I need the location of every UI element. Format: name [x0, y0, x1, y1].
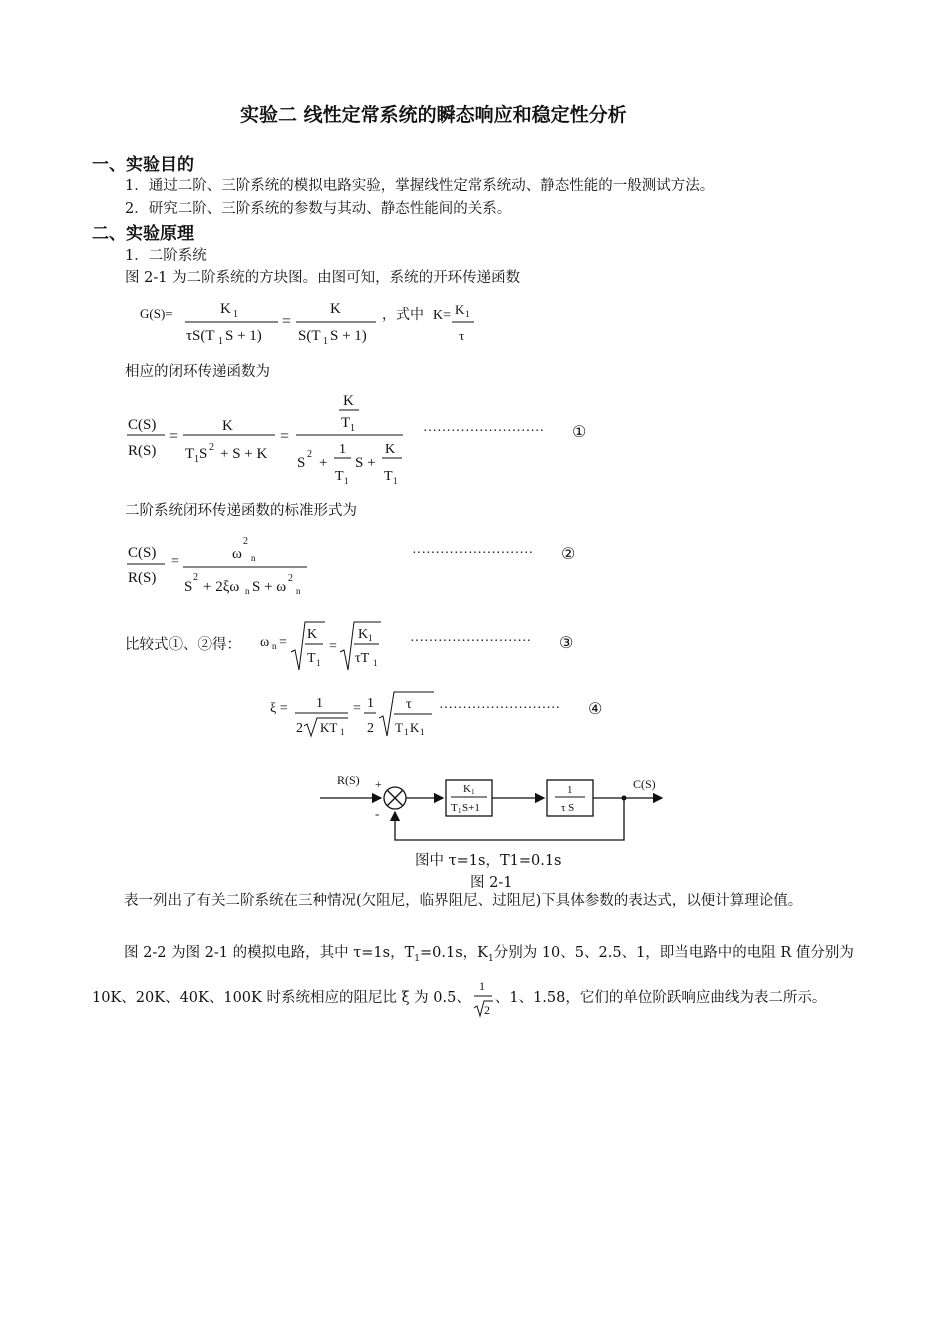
- svg-text:1: 1: [340, 727, 345, 737]
- svg-text:1: 1: [393, 476, 398, 486]
- svg-text:1: 1: [465, 309, 470, 319]
- section-heading-principle: 二、实验原理: [92, 224, 194, 244]
- fraction-one-over-sqrt2: [471, 976, 495, 1020]
- svg-text:1: 1: [339, 442, 346, 457]
- svg-text:S + 1): S + 1): [225, 328, 262, 344]
- svg-text:n: n: [245, 586, 250, 596]
- svg-text:2: 2: [243, 536, 248, 547]
- svg-text:K: K: [330, 301, 341, 317]
- svg-text:1: 1: [478, 978, 485, 993]
- svg-text:1: 1: [373, 658, 378, 668]
- purpose-item-2: 2．研究二阶、三阶系统的参数与其动、静态性能间的关系。: [125, 201, 512, 217]
- svg-text:S +: S +: [355, 455, 376, 471]
- para2-part-b: =0.1s，K: [420, 945, 488, 961]
- formula-xi: [268, 688, 618, 744]
- para2-part-a: 图 2-2 为图 2-1 的模拟电路，其中 τ=1s，T: [124, 945, 415, 961]
- svg-text:··························: ··························: [412, 546, 534, 561]
- svg-text:τT: τT: [355, 651, 370, 666]
- figure-note: 图中 τ=1s，T1=0.1s: [415, 853, 562, 869]
- svg-text:1: 1: [218, 336, 223, 347]
- svg-text:2: 2: [296, 721, 303, 736]
- svg-text:=: =: [169, 428, 179, 445]
- svg-text:1: 1: [368, 633, 373, 643]
- svg-text:2: 2: [193, 572, 198, 583]
- svg-text:C(S): C(S): [128, 417, 157, 433]
- subsection-second-order: 1．二阶系统: [125, 248, 207, 264]
- svg-text:=: =: [282, 313, 292, 330]
- formula-open-loop: [130, 294, 490, 350]
- minus-sign: -: [375, 806, 380, 821]
- svg-text:ω: ω: [232, 546, 242, 562]
- svg-text:n: n: [251, 553, 256, 563]
- svg-text:R(S): R(S): [128, 570, 157, 586]
- svg-text:··························: ··························: [423, 424, 545, 439]
- svg-text:T: T: [307, 651, 316, 666]
- svg-text:2: 2: [288, 573, 293, 584]
- svg-text:S: S: [199, 446, 208, 462]
- svg-text:1: 1: [344, 476, 349, 486]
- svg-text:=: =: [279, 635, 287, 650]
- svg-text:··························: ··························: [410, 634, 532, 649]
- page-title: 实验二 线性定常系统的瞬态响应和稳定性分析: [240, 104, 627, 126]
- para2-part-d: 、1、1.58，它们的单位阶跃响应曲线为表二所示。: [494, 989, 827, 1006]
- svg-text:S + ω: S + ω: [252, 579, 287, 595]
- eq-mark-1: ①: [572, 424, 587, 441]
- svg-text:=: =: [329, 639, 337, 654]
- svg-text:T: T: [384, 469, 393, 484]
- svg-text:··························: ··························: [439, 701, 561, 716]
- compare-text: 比较式①、②得：: [125, 637, 241, 653]
- svg-text:K: K: [455, 302, 465, 317]
- svg-text:K: K: [222, 418, 233, 434]
- formula-closed-loop: [125, 385, 605, 489]
- svg-text:+ 2ξω: + 2ξω: [203, 579, 240, 595]
- formula-note: ，式中: [382, 308, 424, 323]
- svg-text:1: 1: [233, 309, 238, 320]
- svg-text:K: K: [220, 301, 231, 317]
- svg-text:S + 1): S + 1): [330, 328, 367, 344]
- svg-text:S: S: [297, 455, 306, 471]
- svg-text:ξ =: ξ =: [270, 701, 288, 716]
- svg-text:=: =: [171, 554, 179, 569]
- input-label: R(S): [337, 773, 360, 787]
- svg-text:1: 1: [367, 696, 374, 711]
- svg-text:K: K: [343, 393, 354, 409]
- svg-text:1: 1: [323, 336, 328, 347]
- svg-text:KT: KT: [320, 720, 338, 735]
- eq-mark-3: ③: [559, 635, 574, 652]
- paragraph-table1: 表一列出了有关二阶系统在三种情况(欠阻尼，临界阻尼、过阻尼)下具体参数的表达式，以便计算理论值。: [124, 893, 803, 909]
- output-label: C(S): [633, 777, 656, 791]
- closed-loop-text: 相应的闭环传递函数为: [125, 364, 270, 380]
- svg-text:K: K: [358, 627, 369, 642]
- svg-text:S(T: S(T: [298, 328, 321, 344]
- svg-text:1: 1: [471, 788, 475, 796]
- svg-text:n: n: [272, 641, 277, 651]
- svg-text:T: T: [341, 415, 351, 431]
- formula-omega-n: [255, 618, 585, 676]
- svg-text:2: 2: [367, 721, 374, 736]
- svg-text:ω: ω: [260, 635, 270, 650]
- svg-text:R(S): R(S): [128, 443, 157, 459]
- svg-text:1: 1: [194, 454, 199, 465]
- intro-text: 图 2-1 为二阶系统的方块图。由图可知，系统的开环传递函数: [125, 270, 521, 286]
- svg-text:2: 2: [483, 1002, 490, 1017]
- svg-text:S+1: S+1: [462, 802, 480, 814]
- svg-text:T: T: [451, 802, 458, 814]
- svg-text:=: =: [353, 701, 361, 716]
- purpose-item-1: 1．通过二阶、三阶系统的模拟电路实验，掌握线性定常系统动、静态性能的一般测试方法。: [125, 178, 715, 194]
- svg-text:1: 1: [350, 423, 355, 434]
- eq-mark-2: ②: [561, 546, 576, 563]
- svg-text:+: +: [319, 455, 328, 471]
- svg-text:1: 1: [316, 658, 321, 668]
- svg-text:T: T: [335, 469, 344, 484]
- para2-part-c: 分别为 10、5、2.5、1，即当电路中的电阻 R 值分别为 10K、20K、40K、100K 时系统相应的阻尼比 ξ 为 0.5、: [92, 945, 854, 1006]
- svg-text:n: n: [296, 586, 301, 596]
- svg-text:τ S: τ S: [561, 802, 575, 814]
- svg-text:K=: K=: [433, 308, 452, 323]
- svg-text:K: K: [410, 720, 420, 735]
- svg-text:+ S + K: + S + K: [220, 446, 268, 462]
- formula-standard: [125, 530, 585, 602]
- svg-text:1: 1: [420, 727, 425, 737]
- svg-text:T: T: [395, 720, 403, 735]
- paragraph-circuit: 图 2-2 为图 2-1 的模拟电路，其中 τ=1s，$T_1=0.1s$，$K_1$分别为 10、5、2.5、1，即当电路中的电阻 R 值分别为 10K、20K、40K、100K 时系统相应的阻尼比 ξ 为 0.5、 1 2 、1、1.58，它们的单位阶跃响应曲线为表二所示。: [92, 936, 862, 1020]
- svg-text:K: K: [385, 442, 396, 457]
- eq-mark-4: ④: [588, 701, 603, 718]
- svg-text:T: T: [185, 446, 195, 462]
- svg-text:τ: τ: [406, 697, 412, 712]
- svg-text:2: 2: [209, 442, 214, 453]
- svg-text:τS(T: τS(T: [186, 328, 215, 344]
- figure-caption: 图 2-1: [470, 875, 513, 891]
- svg-text:=: =: [280, 428, 290, 445]
- svg-text:τ: τ: [459, 328, 465, 343]
- svg-text:1: 1: [316, 696, 323, 711]
- svg-text:C(S): C(S): [128, 545, 157, 561]
- block-diagram: [315, 768, 675, 850]
- standard-form-text: 二阶系统闭环传递函数的标准形式为: [125, 503, 357, 519]
- svg-text:1: 1: [404, 727, 409, 737]
- svg-text:2: 2: [307, 449, 312, 460]
- svg-text:G(S)=: G(S)=: [140, 306, 173, 321]
- svg-text:1: 1: [458, 807, 462, 815]
- svg-text:S: S: [184, 579, 193, 595]
- plus-sign: +: [375, 777, 382, 791]
- svg-text:K: K: [463, 783, 471, 795]
- svg-text:1: 1: [567, 784, 573, 796]
- svg-text:K: K: [307, 627, 318, 642]
- section-heading-purpose: 一、实验目的: [92, 155, 194, 175]
